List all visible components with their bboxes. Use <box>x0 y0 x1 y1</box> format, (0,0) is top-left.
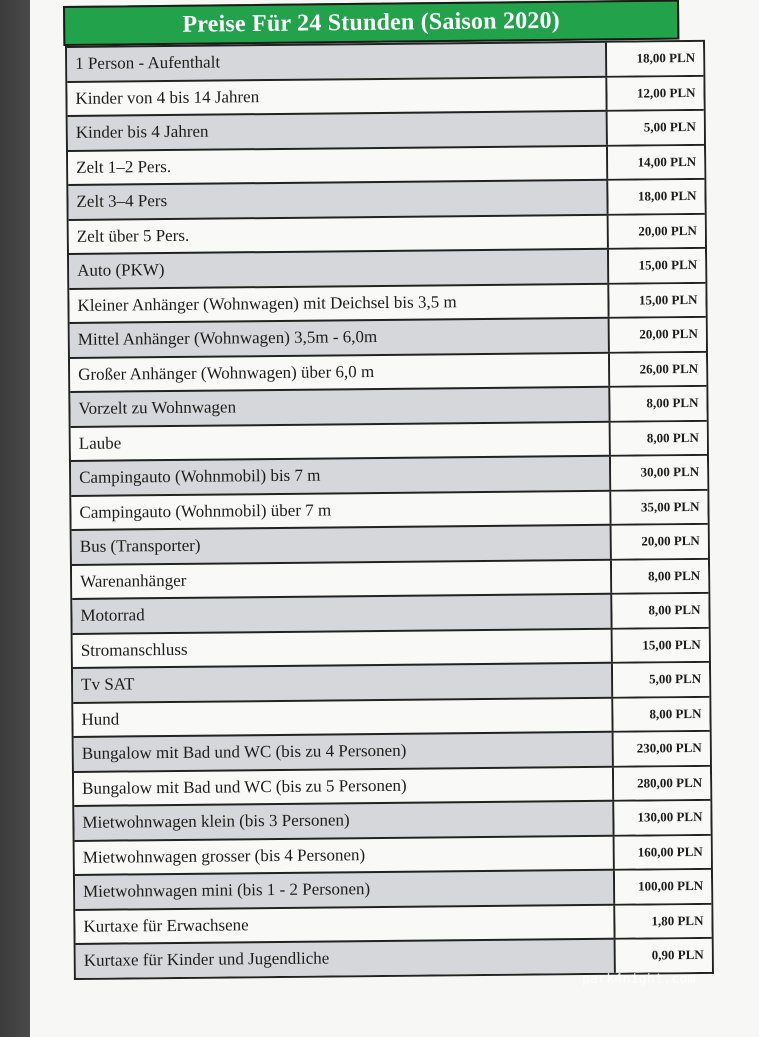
table-row <box>69 212 705 253</box>
item-label: Warenanhänger <box>72 560 612 598</box>
table-row <box>74 764 710 805</box>
item-label: Kurtaxe für Kinder und Jugendliche <box>76 940 616 978</box>
table-row <box>73 695 709 736</box>
item-price: 18,00 PLN <box>607 42 703 75</box>
item-label: Auto (PKW) <box>69 250 609 288</box>
item-price: 130,00 PLN <box>614 801 710 834</box>
item-label: Hund <box>73 698 613 736</box>
table-row <box>73 661 709 702</box>
item-price: 18,00 PLN <box>608 180 704 213</box>
table-row <box>71 454 707 495</box>
table-row <box>72 523 708 564</box>
item-price: 8,00 PLN <box>613 697 709 730</box>
item-price: 14,00 PLN <box>608 145 704 178</box>
item-label: Motorrad <box>72 595 612 633</box>
item-price: 35,00 PLN <box>611 490 707 523</box>
item-price: 5,00 PLN <box>608 111 704 144</box>
item-price: 8,00 PLN <box>612 559 708 592</box>
item-price: 100,00 PLN <box>615 870 711 903</box>
table-row <box>69 281 705 322</box>
item-label: Tv SAT <box>73 664 613 702</box>
item-label: Vorzelt zu Wohnwagen <box>70 388 610 426</box>
table-row <box>67 40 703 81</box>
table-row <box>70 350 706 391</box>
item-label: Bungalow mit Bad und WC (bis zu 5 Personen) <box>74 767 614 805</box>
item-label: Kinder bis 4 Jahren <box>68 112 608 150</box>
item-price: 0,90 PLN <box>616 939 712 972</box>
item-label: Campingauto (Wohnmobil) über 7 m <box>71 491 611 529</box>
table-row <box>75 868 711 909</box>
table-row <box>68 143 704 184</box>
item-label: Kinder von 4 bis 14 Jahren <box>67 77 607 115</box>
item-label: Mietwohnwagen grosser (bis 4 Personen) <box>75 836 615 874</box>
item-label: Laube <box>71 422 611 460</box>
price-table <box>65 40 714 980</box>
item-price: 230,00 PLN <box>614 732 710 765</box>
item-price: 26,00 PLN <box>610 352 706 385</box>
table-row <box>69 247 705 288</box>
item-label: Bus (Transporter) <box>72 526 612 564</box>
item-label: Zelt 3–4 Pers <box>68 181 608 219</box>
item-price: 280,00 PLN <box>614 766 710 799</box>
item-price: 15,00 PLN <box>609 283 705 316</box>
table-row <box>68 109 704 150</box>
table-row <box>74 730 710 771</box>
item-price: 5,00 PLN <box>613 663 709 696</box>
table-row <box>67 74 703 115</box>
item-label: Mittel Anhänger (Wohnwagen) 3,5m - 6,0m <box>70 319 610 357</box>
item-price: 15,00 PLN <box>613 628 709 661</box>
item-label: Bungalow mit Bad und WC (bis zu 4 Personen) <box>74 733 614 771</box>
item-price: 20,00 PLN <box>610 318 706 351</box>
table-row <box>75 833 711 874</box>
item-label: Mietwohnwagen mini (bis 1 - 2 Personen) <box>75 871 615 909</box>
item-label: Mietwohnwagen klein (bis 3 Personen) <box>74 802 614 840</box>
item-price: 15,00 PLN <box>609 249 705 282</box>
item-price: 20,00 PLN <box>612 525 708 558</box>
item-price: 8,00 PLN <box>612 594 708 627</box>
item-label: 1 Person - Aufenthalt <box>67 43 607 81</box>
page-title: Preise Für 24 Stunden (Saison 2020) <box>182 7 561 38</box>
item-label: Campingauto (Wohnmobil) bis 7 m <box>71 457 611 495</box>
item-price: 30,00 PLN <box>611 456 707 489</box>
table-row <box>73 626 709 667</box>
item-price: 8,00 PLN <box>610 387 706 420</box>
table-row <box>74 799 710 840</box>
table-row <box>71 419 707 460</box>
table-row <box>70 385 706 426</box>
table-row <box>71 488 707 529</box>
item-price: 160,00 PLN <box>615 835 711 868</box>
item-label: Großer Anhänger (Wohnwagen) über 6,0 m <box>70 353 610 391</box>
item-price: 8,00 PLN <box>611 421 707 454</box>
item-label: Zelt über 5 Pers. <box>69 215 609 253</box>
item-price: 20,00 PLN <box>609 214 705 247</box>
item-label: Kleiner Anhänger (Wohnwagen) mit Deichsel bis 3,5 m <box>69 284 609 322</box>
table-row <box>72 592 708 633</box>
table-row <box>75 902 711 943</box>
table-row <box>68 178 704 219</box>
item-label: Stromanschluss <box>73 629 613 667</box>
price-table-header <box>63 0 679 46</box>
item-label: Zelt 1–2 Pers. <box>68 146 608 184</box>
table-row <box>72 557 708 598</box>
watermark: park4night.com <box>582 972 696 987</box>
table-row <box>70 316 706 357</box>
item-price: 1,80 PLN <box>615 904 711 937</box>
item-price: 12,00 PLN <box>607 76 703 109</box>
item-label: Kurtaxe für Erwachsene <box>75 905 615 943</box>
